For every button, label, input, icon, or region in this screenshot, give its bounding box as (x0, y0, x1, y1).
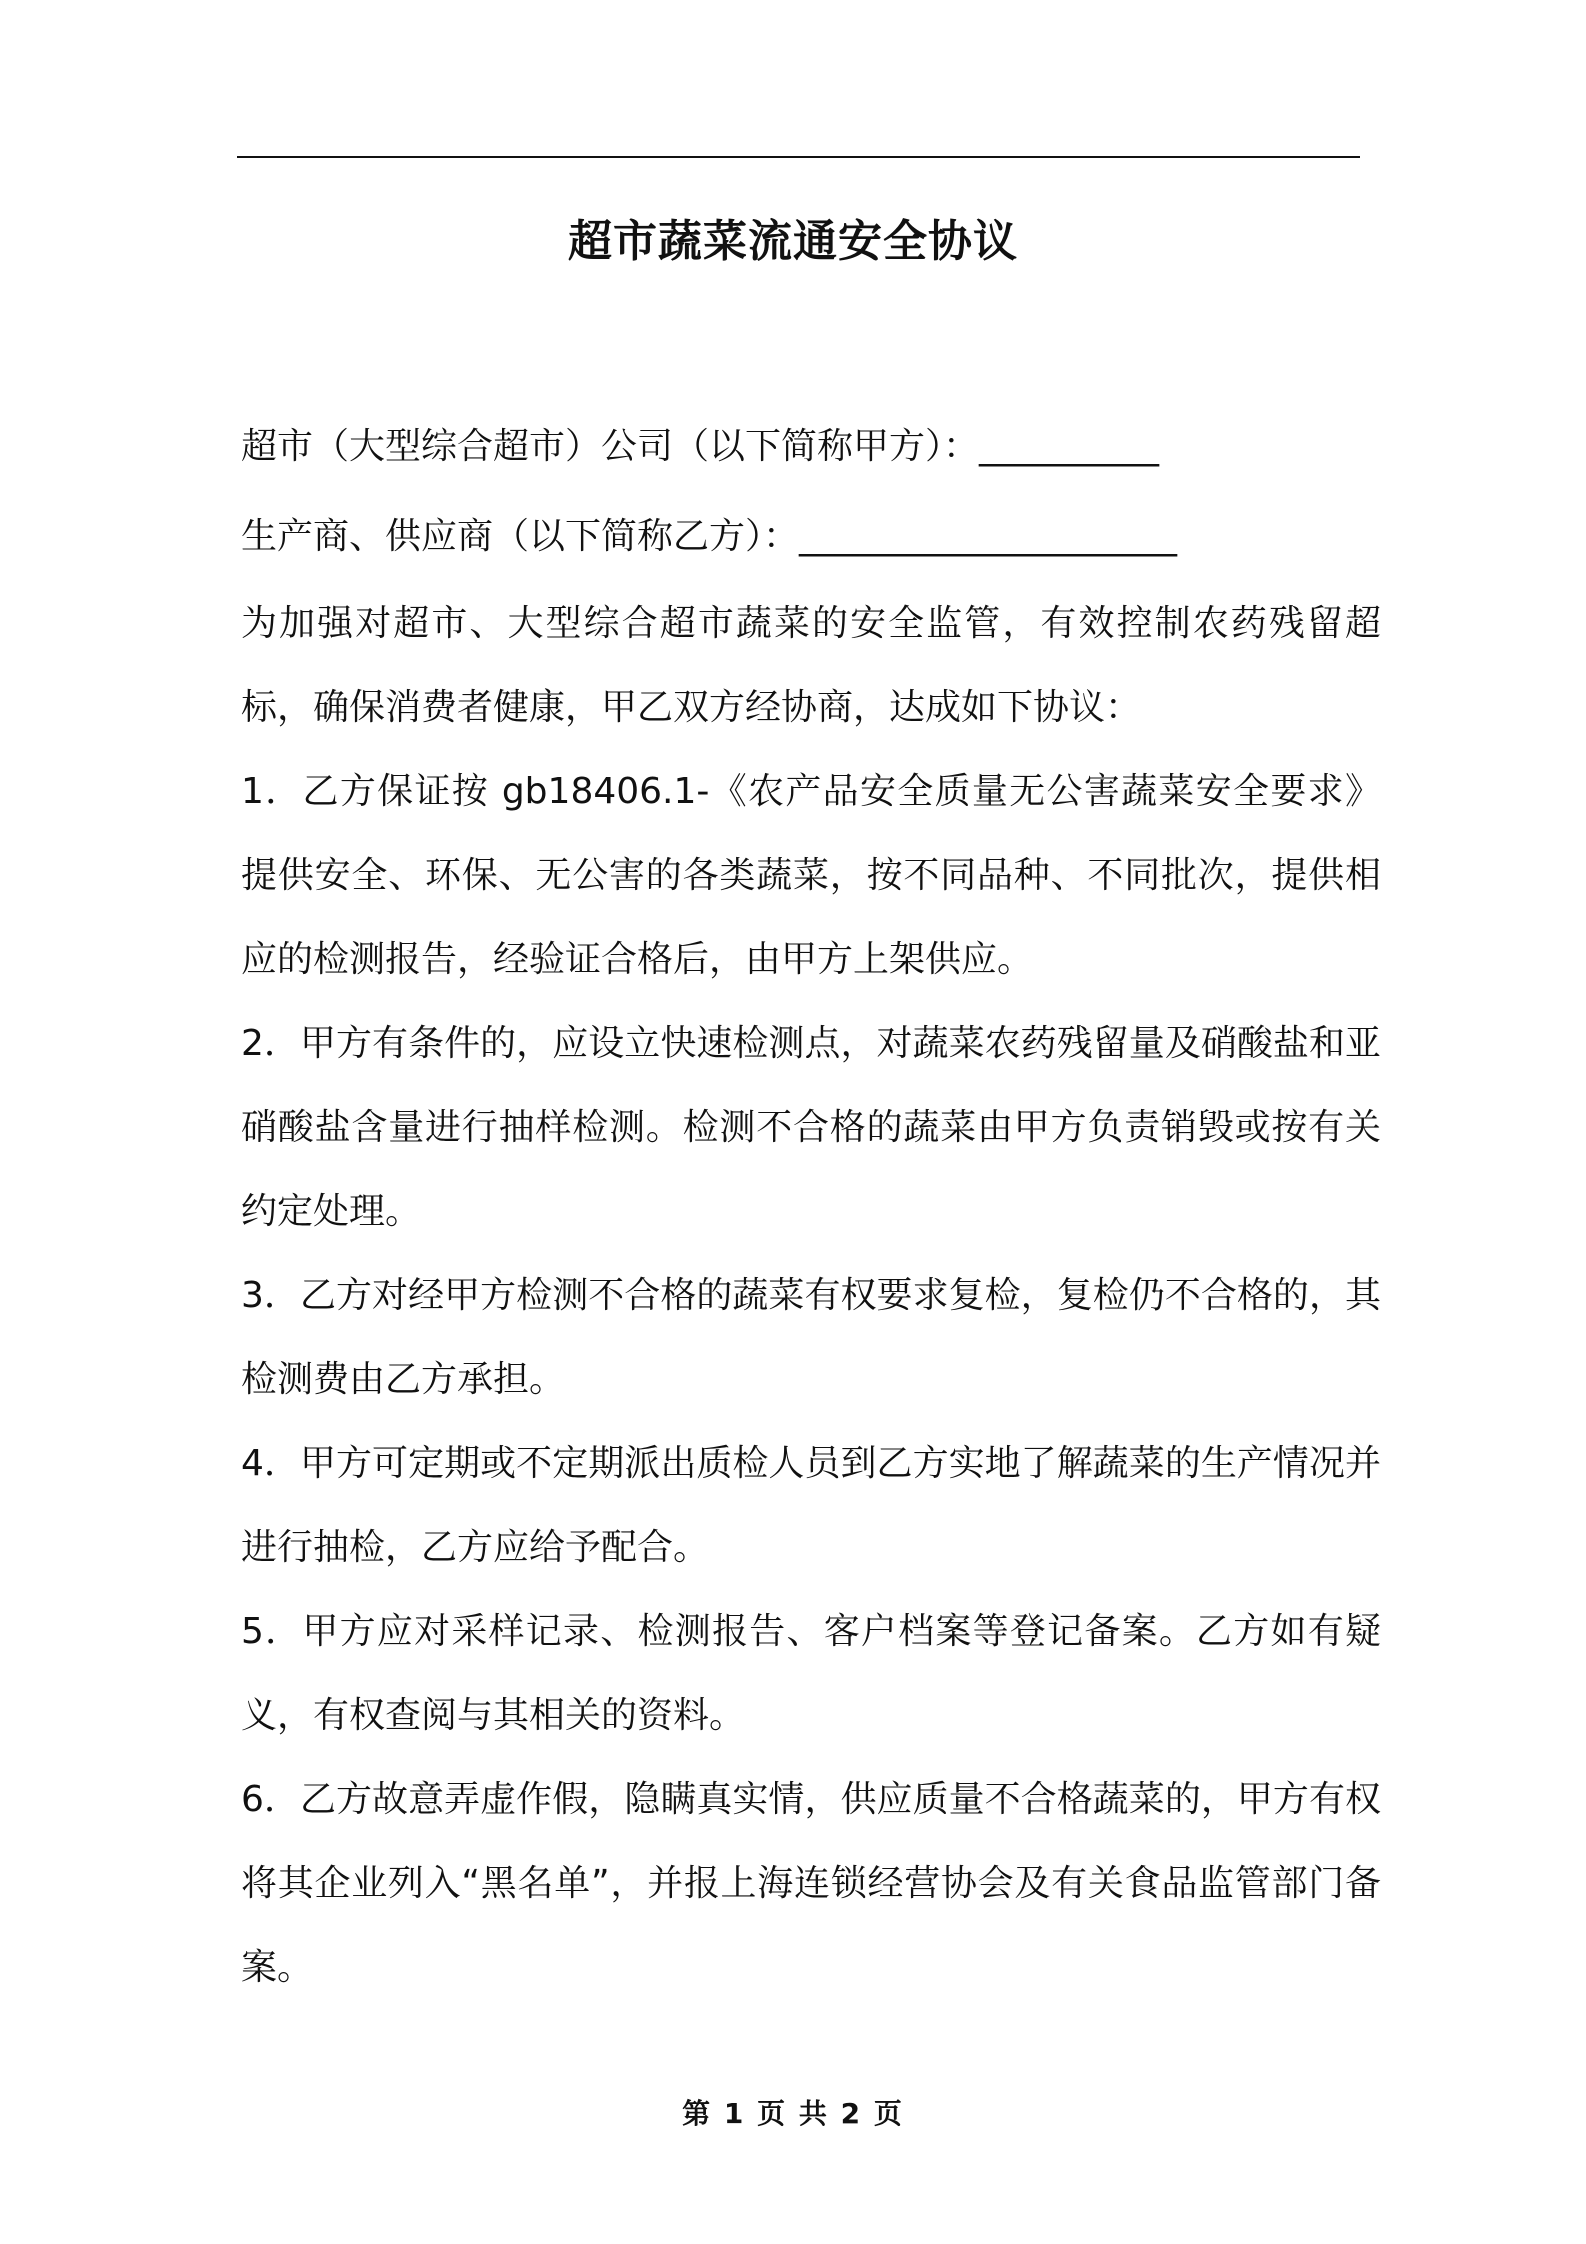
party-b-line: 生产商、供应商（以下简称乙方）：_____________________ (241, 516, 1178, 557)
party-a-line: 超市（大型综合超市）公司（以下简称甲方）：__________ (241, 426, 1160, 467)
page-indicator: 第 1 页 共 2 页 (682, 2097, 904, 2130)
document-body (241, 402, 1381, 2010)
header-rule (237, 156, 1360, 158)
clause-2: 2．甲方有条件的，应设立快速检测点，对蔬菜农药残留量及硝酸盐和亚硝酸盐含量进行抽样检测。检测不合格的蔬菜由甲方负责销毁或按有关约定处理。 (241, 1023, 1381, 1232)
clause-4: 4．甲方可定期或不定期派出质检人员到乙方实地了解蔬菜的生产情况并进行抽检，乙方应给予配合。 (241, 1443, 1381, 1568)
clause-1: 1．乙方保证按 gb18406.1-《农产品安全质量无公害蔬菜安全要求》提供安全、环保、无公害的各类蔬菜，按不同品种、不同批次，提供相应的检测报告，经验证合格后，由甲方上架供应。 (241, 771, 1381, 980)
clause-3: 3．乙方对经甲方检测不合格的蔬菜有权要求复检，复检仍不合格的，其检测费由乙方承担。 (241, 1275, 1381, 1400)
clause-6: 6．乙方故意弄虚作假，隐瞒真实情，供应质量不合格蔬菜的，甲方有权将其企业列入“黑名单”，并报上海连锁经营协会及有关食品监管部门备案。 (241, 1779, 1381, 1988)
intro-paragraph: 为加强对超市、大型综合超市蔬菜的安全监管，有效控制农药残留超标，确保消费者健康，甲乙双方经协商，达成如下协议： (241, 603, 1381, 728)
document-title: 超市蔬菜流通安全协议 (568, 216, 1018, 267)
clause-5: 5．甲方应对采样记录、检测报告、客户档案等登记备案。乙方如有疑义，有权查阅与其相关的资料。 (241, 1611, 1381, 1736)
